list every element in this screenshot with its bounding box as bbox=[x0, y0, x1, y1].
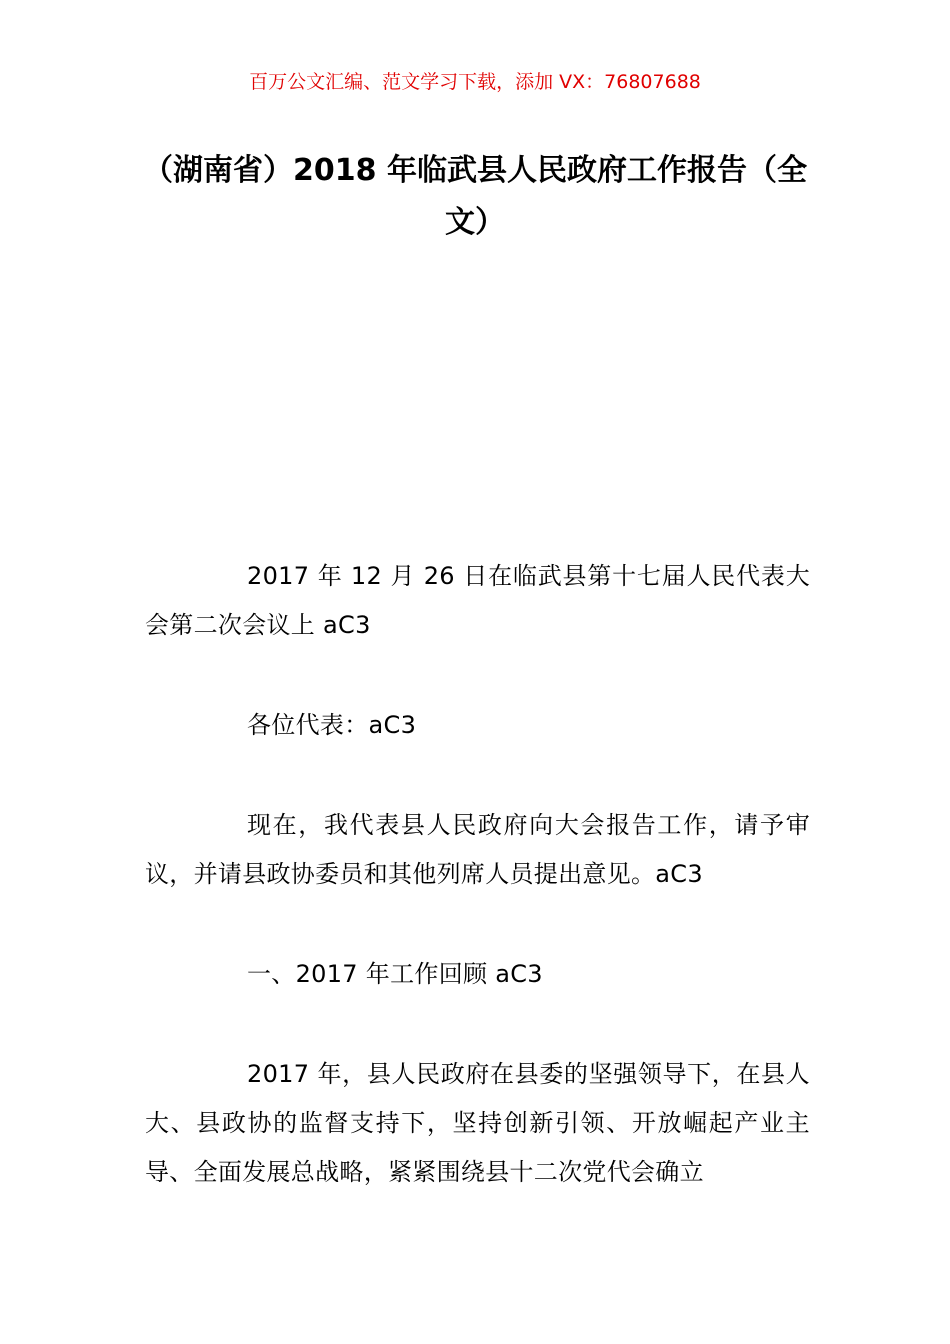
paragraph-intro: 现在，我代表县人民政府向大会报告工作，请予审议，并请县政协委员和其他列席人员提出意见。aC3 bbox=[145, 811, 810, 888]
document-title: （湖南省）2018 年临武县人民政府工作报告（全文） bbox=[143, 153, 807, 240]
paragraph-meeting-info: 2017 年 12 月 26 日在临武县第十七届人民代表大会第二次会议上 aC3 bbox=[145, 562, 810, 639]
paragraph-salutation: 各位代表：aC3 bbox=[247, 711, 417, 739]
section-heading: 一、2017 年工作回顾 aC3 bbox=[247, 960, 543, 988]
paragraph-review: 2017 年，县人民政府在县委的坚强领导下，在县人大、县政协的监督支持下，坚持创新引领、开放崛起产业主导、全面发展总战略，紧紧围绕县十二次党代会确立 bbox=[145, 1060, 810, 1186]
document-body bbox=[145, 552, 810, 1248]
watermark-banner: 百万公文汇编、范文学习下载，添加 VX：76807688 bbox=[249, 71, 701, 93]
